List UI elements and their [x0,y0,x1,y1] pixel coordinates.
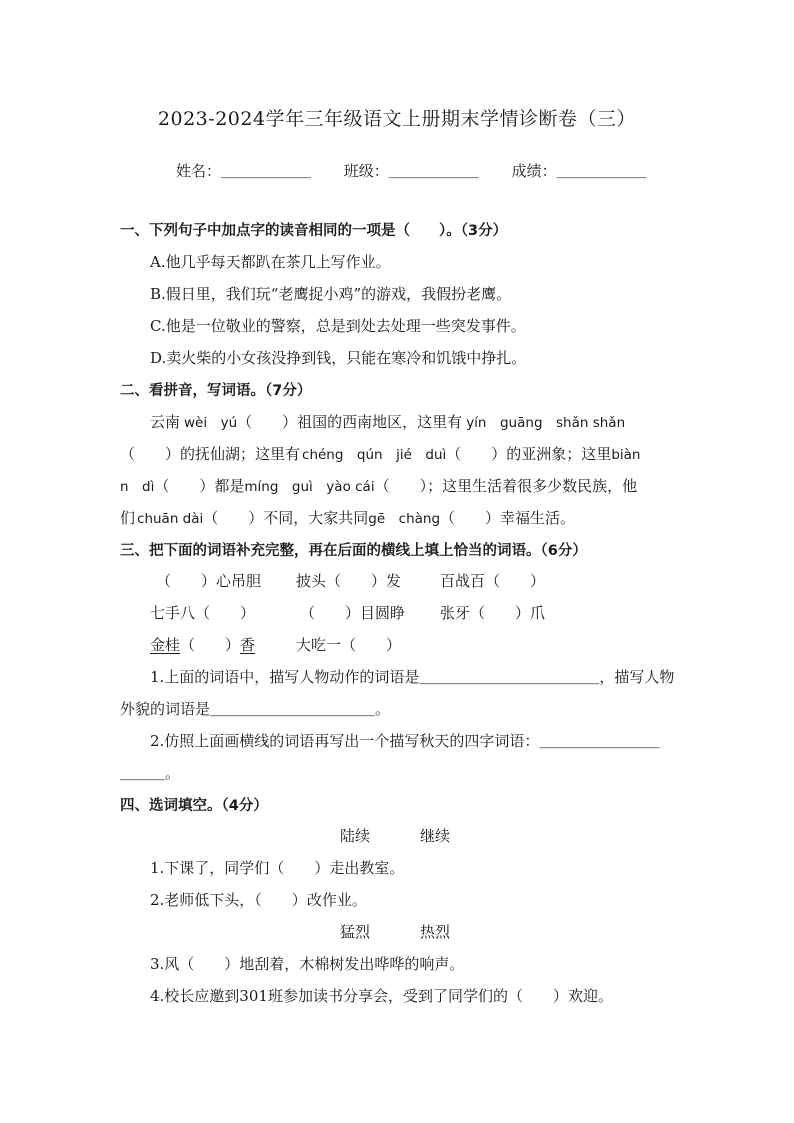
pinyin: gē chàng [368,511,441,527]
q2-line-3 [120,475,637,496]
q4-item-1: 1.下课了，同学们（ ）走出教室。 [150,859,405,877]
q3-word: （ ）目圆睁 [300,604,406,622]
q1-option-d: D.卖火柴的小女孩没挣到钱，只能在寒冷和饥饿中挣扎。 [150,349,527,367]
q2-text: （ ）的抚仙湖；这里有 [120,445,301,463]
q2-line-2 [120,443,640,464]
q3-sub1-line1: 1.上面的词语中，描写人物动作的词语是＿＿＿＿＿＿＿＿＿＿＿＿，描写人物 [150,668,675,686]
q2-heading: 二、看拼音，写词语。（7分） [120,383,312,399]
page-title: 2023-2024学年三年级语文上册期末学情诊断卷（三） [157,108,637,130]
q3-text: （ ） [180,636,241,654]
q4-item-3: 3.风（ ）地刮着，木棉树发出哗哗的响声。 [150,955,465,973]
q3-underlined-word [150,634,255,655]
q2-text: （ ）不同，大家共同 [203,509,369,527]
pinyin: biàn [611,447,641,463]
q4-word-option: 继续 [420,827,451,845]
q4-item-2: 2.老师低下头，（ ）改作业。 [150,891,367,909]
q3-word: 披头（ ）发 [296,572,402,590]
q4-word-option: 陆续 [340,827,371,845]
pinyin: chuān dài [137,511,204,527]
q2-text: （ ）祖国的西南地区，这里有 [237,413,463,431]
underlined-text: 香 [240,636,256,654]
q3-sub2-line1: 2.仿照上面画横线的词语再写出一个描写秋天的四字词语：＿＿＿＿＿＿＿＿ [150,732,660,750]
q3-word: （ ）心吊胆 [156,572,262,590]
pinyin: chéng qún jié duì [302,447,447,463]
underlined-text: 金桂 [150,636,181,654]
q1-heading: 一、下列句子中加点字的读音相同的一项是（ ）。（3分） [120,223,508,239]
q2-line-1 [150,411,625,432]
q4-heading: 四、选词填空。（4分） [120,798,268,814]
q4-word-option: 热烈 [420,923,451,941]
score-field[interactable]: 成绩：＿＿＿＿＿＿ [511,162,647,180]
q1-option-a: A.他几乎每天都趴在茶几上写作业。 [150,253,391,271]
q4-item-4: 4.校长应邀到301班参加读书分享会，受到了同学们的（ ）欢迎。 [150,987,613,1005]
name-field[interactable]: 姓名：＿＿＿＿＿＿ [176,162,312,180]
q1-option-c: C.他是一位敬业的警察，总是到处去处理一些突发事件。 [150,317,526,335]
pinyin: míng guì yào cái [244,479,375,495]
class-field[interactable]: 班级：＿＿＿＿＿＿ [343,162,479,180]
student-info-row [176,160,675,181]
q3-word: 大吃一（ ） [296,636,402,654]
q3-word: 七手八（ ） [150,604,256,622]
q2-text: （ ）的亚洲象；这里 [446,445,612,463]
pinyin: n dì [120,479,155,495]
q3-word: 张牙（ ）爪 [440,604,546,622]
q2-text: 们 [120,509,136,527]
pinyin: yín guāng shǎn shǎn [466,415,626,431]
q2-text: 云南 [150,413,181,431]
q4-word-option: 猛烈 [340,923,371,941]
q2-text: （ ）；这里生活着很多少数民族，他 [374,477,638,495]
q3-sub1-line2: 外貌的词语是＿＿＿＿＿＿＿＿＿＿＿。 [120,700,391,718]
q3-heading: 三、把下面的词语补充完整，再在后面的横线上填上恰当的词语。（6分） [120,543,587,559]
q3-sub2-line2: ＿＿＿。 [120,764,181,782]
q1-option-b: B.假日里，我们玩“老鹰捉小鸡”的游戏，我假扮老鹰。 [150,285,512,303]
pinyin: wèi yú [184,415,238,431]
q3-word: 百战百（ ） [440,572,546,590]
q2-text: （ ）幸福生活。 [440,509,576,527]
q2-line-4 [120,507,575,528]
q2-text: （ ）都是 [154,477,245,495]
